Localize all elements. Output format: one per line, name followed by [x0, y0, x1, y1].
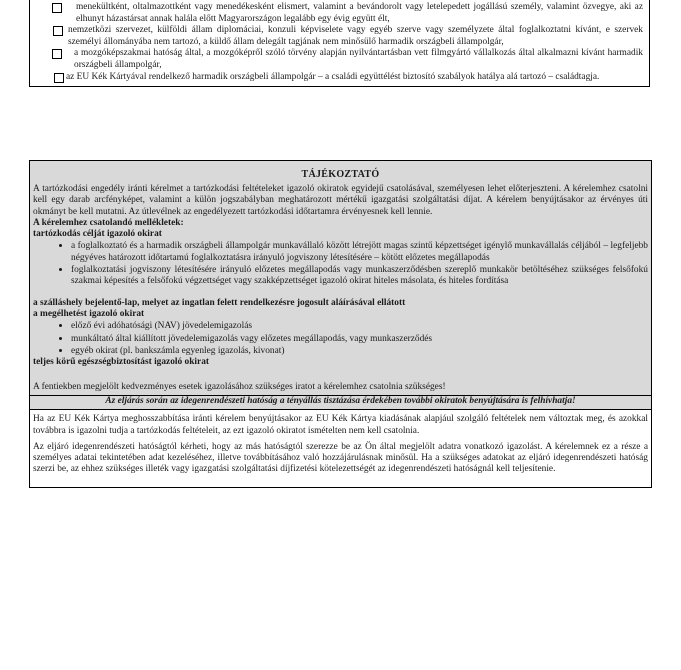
checkbox-box — [29, 0, 650, 87]
checkbox-label: menekültként, oltalmazottként vagy menedékesként elismert, valamint a bevándorolt vagy letelepedett jogállású személy, valamint özvegye, aki az elhunyt házastársat annak halála előtt Magyarországon legalább egy évig együtt élt, — [76, 2, 643, 24]
attachments-heading: A kérelemhez csatolandó mellékletek: — [33, 217, 184, 228]
checkbox-row — [60, 25, 643, 48]
list-item: • előző évi adóhatósági (NAV) jövedelemigazolás — [71, 320, 648, 332]
checkbox[interactable] — [52, 49, 62, 59]
health-heading: teljes körű egészségbiztosítást igazoló okirat — [33, 357, 210, 368]
list-item: • munkáltató által kiállított jövedelemigazolás vagy előzetes megállapodás, vagy munkaszerződés — [71, 333, 648, 345]
authority-note: Az eljáró idegenrendészeti hatóságtól kérheti, hogy az más hatóságtól szerezze be az Ön által megjelölt adatra vonatkozó igazolást. A kérelemnek ez a része a személyes adatai tekintetében adat kezeléséhez, illetve továbbításához való hozzájárulásnak minősül. Ha a szükséges adatokat az eljáró idegenrendészeti hatóság szerzi be, az ehhez szükséges illeték vagy igazgatási szolgáltatási díjfizetési kötelezettségét az idegenrendészeti hatóságnál kell teljesítenie. — [33, 441, 648, 475]
list-item: • egyéb okirat (pl. bankszámla egyenleg igazolás, kivonat) — [71, 345, 648, 357]
checkbox-label: nemzetközi szervezet, külföldi állam diplomáciai, konzuli képviselete vagy egyéb szerve vagy személyzete által foglalkoztatni kívánt, e szervek személyi állományába nem tartozó, a küldő állam delegált tagjának nem minősülő harmadik országbeli állampolgár, — [68, 25, 643, 47]
housing-heading: a szálláshely bejelentő-lap, melyet az ingatlan felett rendelkezésre jogosult aláírásával ellátott — [33, 297, 406, 308]
checkbox-label: az EU Kék Kártyával rendelkező harmadik országbeli állampolgár – a családi együttélést biztosító szabályok hatálya alá tartozó – családtagja. — [66, 71, 600, 82]
checkbox[interactable] — [54, 73, 64, 83]
livelihood-list — [33, 320, 648, 357]
list-item: • foglalkoztatási jogviszony létesítésére irányuló előzetes megállapodás vagy munkaszerződésben szereplő munkakör betöltéséhez szükséges felsőfokú szakmai képesítés a felsőfokú végzettséget vagy szakképzettséget igazoló okirat hiteles másolata, és hiteles fordítása — [71, 264, 648, 288]
notes-section — [30, 410, 651, 486]
checkbox-row — [60, 48, 643, 71]
bluecard-note: Ha az EU Kék Kártya meghosszabbítása iránti kérelem benyújtásakor az EU Kék Kártya kiadásának alapjául szolgáló feltételek nem változtak meg, és azokkal továbbra is igazolni tudja a tartózkodás feltételeit, az ezt igazoló okiratot ismételten nem kell csatolnia. — [33, 414, 648, 436]
list-item: • a foglalkoztató és a harmadik országbeli állampolgár munkavállaló között létrejött magas szintű képzettséget igénylő munkavállalás céljából – legfeljebb négyéves határozott időtartamú foglalkoztatásra irányuló jogviszony létesítésére – kötött előzetes megállapodás — [71, 240, 648, 264]
info-intro: A tartózkodási engedély iránti kérelmet a tartózkodási feltételeket igazoló okiratok egyidejű csatolásával, személyesen lehet előterjeszteni. A kérelemhez csatolni kell egy darab arcfényképet, valamint a külön jogszabályban meghatározott mértékű igazgatási szolgáltatási díjat. A kérelem benyújtásakor az érvényes úti okmányt be kell mutatni. Az útlevélnek az engedélyezett tartózkodási időtartamra érvényesnek kell lennie. — [33, 184, 648, 217]
livelihood-heading: a megélhetést igazoló okirat — [33, 308, 145, 319]
info-box — [29, 160, 652, 488]
info-body — [30, 184, 651, 394]
checkbox-label: a mozgóképszakmai hatóság által, a mozgóképről szóló törvény alapján nyilvántartásban vett filmgyártó vállalkozás által alkalmazni kívánt harmadik országbeli állampolgár, — [74, 48, 643, 70]
spacer — [33, 288, 648, 298]
checkbox[interactable] — [53, 26, 63, 36]
warning-note: Az eljárás során az idegenrendészeti hatóság a tényállás tisztázása érdekében további okiratok benyújtására is felhívhatja! — [30, 395, 651, 411]
purpose-list — [33, 240, 648, 287]
purpose-heading: tartózkodás célját igazoló okirat — [33, 229, 162, 240]
discount-note: A fentiekben megjelölt kedvezményes esetek igazolásához szükséges iratot a kérelemhez csatolnia szükséges! — [33, 382, 446, 393]
checkbox-row — [60, 2, 643, 25]
spacer — [33, 368, 648, 382]
checkbox[interactable] — [52, 3, 62, 13]
checkbox-row — [60, 72, 643, 84]
checkbox-section — [29, 0, 650, 87]
info-title: TÁJÉKOZTATÓ — [301, 169, 380, 180]
